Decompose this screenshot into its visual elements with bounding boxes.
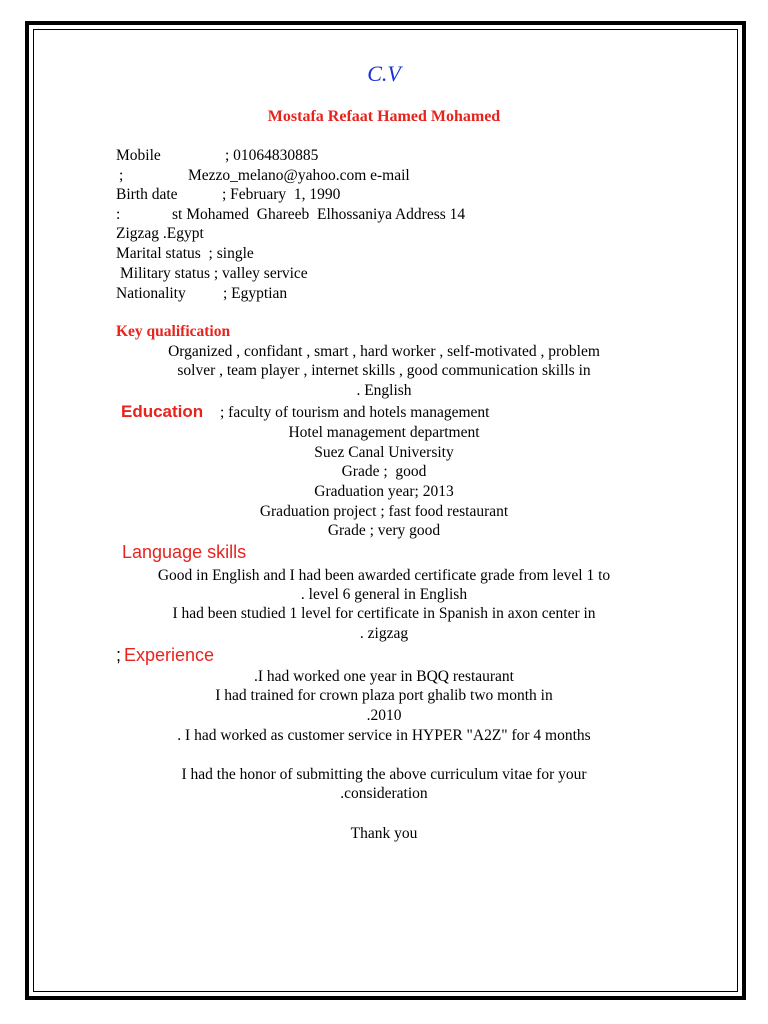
education-line: Suez Canal University: [314, 444, 454, 461]
education-line: Graduation project ; fast food restaurant: [259, 503, 509, 520]
document-title: C.V: [367, 61, 401, 86]
closing-line: .consideration: [340, 785, 428, 802]
language-line: I had been studied 1 level for certificate in Spanish in axon center in: [172, 605, 596, 622]
mobile-label: Mobile: [116, 147, 161, 164]
email-separator: ;: [119, 167, 124, 184]
education-line: Graduation year; 2013: [314, 483, 454, 500]
experience-prefix: ;: [116, 645, 122, 665]
language-skills-heading: Language skills: [122, 542, 247, 562]
address-value: st Mohamed Ghareeb Elhossaniya Address 14: [172, 206, 466, 223]
education-line: Grade ; good: [341, 463, 427, 480]
language-line: . zigzag: [359, 625, 409, 642]
experience-line: .2010: [366, 707, 402, 724]
language-line: Good in English and I had been awarded certificate grade from level 1 to: [157, 567, 611, 584]
education-heading: Education: [121, 402, 204, 421]
birth-date-label: Birth date: [116, 186, 178, 203]
experience-line: I had trained for crown plaza port ghalib two month in: [215, 687, 553, 704]
education-line: Grade ; very good: [327, 522, 441, 539]
key-qualification-line: solver , team player , internet skills , good communication skills in: [177, 362, 591, 379]
language-line: . level 6 general in English: [300, 586, 468, 603]
mobile-value: ; 01064830885: [225, 147, 319, 164]
nationality-label: Nationality: [116, 285, 186, 302]
education-line: Hotel management department: [288, 424, 480, 441]
address-city: Zigzag .Egypt: [116, 225, 204, 242]
marital-status: Marital status ; single: [116, 245, 254, 262]
education-faculty: ; faculty of tourism and hotels management: [220, 404, 490, 421]
experience-line: .I had worked one year in BQQ restaurant: [254, 668, 514, 685]
birth-date-value: ; February 1, 1990: [222, 186, 341, 203]
experience-heading: Experience: [124, 645, 215, 665]
nationality-value: ; Egyptian: [223, 285, 288, 302]
experience-line: . I had worked as customer service in HYPER "A2Z" for 4 months: [177, 727, 591, 744]
address-colon: :: [116, 206, 121, 223]
email-value: Mezzo_melano@yahoo.com e-mail: [188, 167, 410, 184]
candidate-name: Mostafa Refaat Hamed Mohamed: [267, 108, 501, 125]
thank-you: Thank you: [350, 825, 418, 842]
key-qualification-heading: Key qualification: [116, 323, 231, 340]
military-status: Military status ; valley service: [120, 265, 308, 282]
key-qualification-line: Organized , confidant , smart , hard worker , self-motivated , problem: [168, 343, 600, 360]
closing-line: I had the honor of submitting the above curriculum vitae for your: [181, 766, 587, 783]
key-qualification-line: . English: [356, 382, 412, 399]
